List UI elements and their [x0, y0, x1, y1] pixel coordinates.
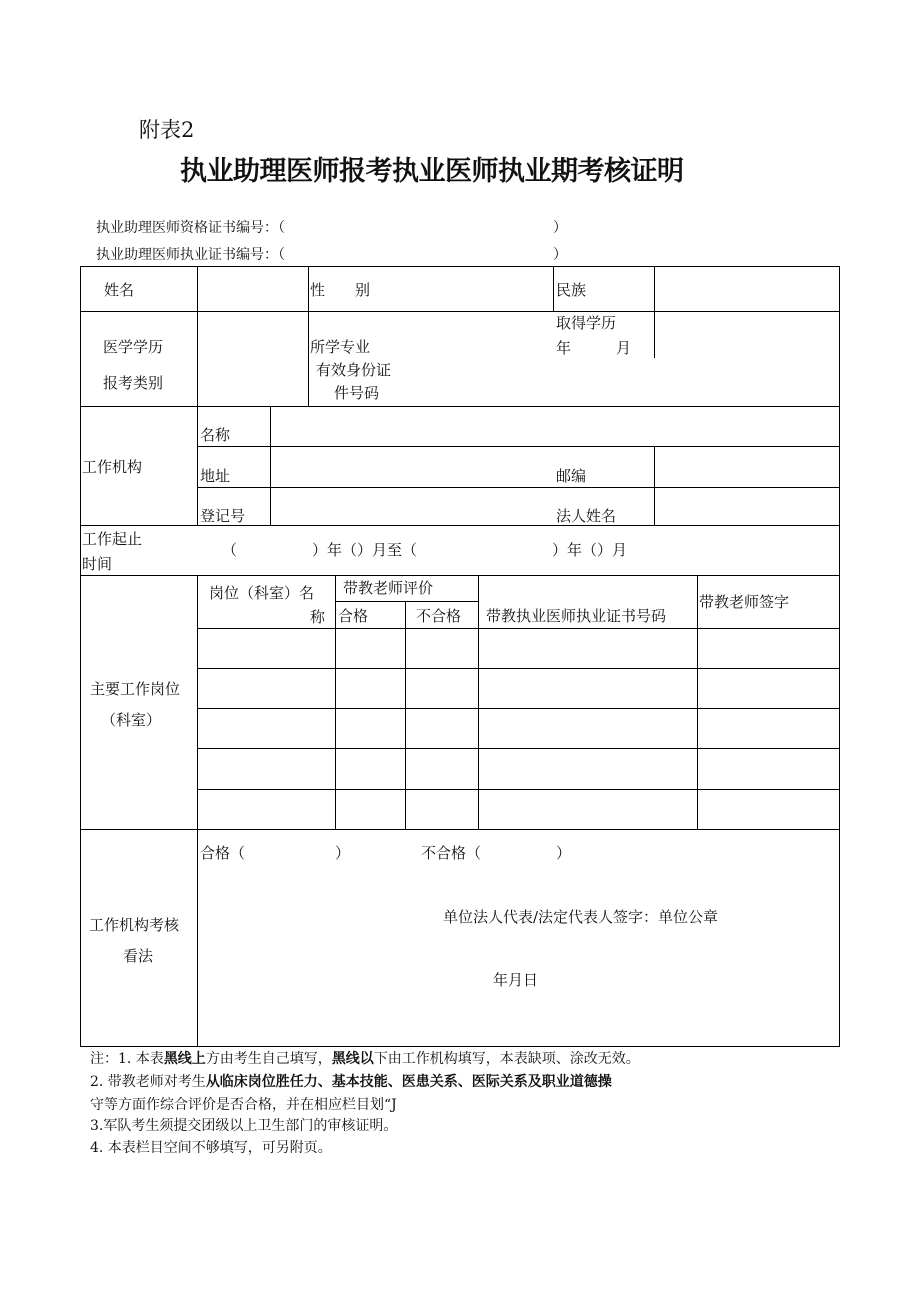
- postcode-field[interactable]: [660, 450, 835, 483]
- table-row[interactable]: [198, 629, 335, 668]
- table-row[interactable]: [198, 709, 335, 748]
- id-number-label-cont: 件号码: [334, 384, 380, 402]
- appendix-label: 附表2: [139, 118, 195, 142]
- degree-obtained-label: 取得学历: [556, 314, 617, 332]
- assessment-fail-option[interactable]: 不合格（ ）: [421, 844, 572, 862]
- legal-person-field[interactable]: [660, 491, 835, 521]
- ethnicity-label: 民族: [556, 281, 587, 299]
- work-period-label-cont: 时间: [82, 555, 113, 573]
- note-3: 3.军队考生须提交团级以上卫生部门的审核证明。: [90, 1118, 398, 1134]
- registration-number-label: 登记号: [200, 507, 246, 525]
- qualification-cert-label: 执业助理医师资格证书编号：（: [96, 220, 285, 236]
- year-month-label: 年 月: [556, 339, 632, 357]
- gender-field[interactable]: [320, 270, 548, 308]
- qualification-cert-close: ）: [553, 220, 567, 236]
- teacher-eval-header: 带教老师评价: [343, 579, 434, 597]
- main-posts-label-cont: （科室）: [101, 711, 162, 729]
- teacher-signature-header: 带教老师签字: [699, 593, 790, 611]
- institution-address-field[interactable]: [276, 450, 551, 483]
- education-field[interactable]: [205, 316, 305, 402]
- page-title: 执业助理医师报考执业医师执业期考核证明: [180, 156, 684, 187]
- legal-representative-signature: 单位法人代表/法定代表人签字：单位公章: [443, 908, 719, 926]
- work-period-field[interactable]: （ ）年（）月至（ ）年（）月: [222, 541, 628, 559]
- name-label: 姓名: [104, 281, 135, 299]
- education-label: 医学学历: [103, 338, 164, 356]
- institution-address-label: 地址: [200, 467, 231, 485]
- major-label: 所学专业: [310, 338, 371, 356]
- ethnicity-field[interactable]: [660, 270, 835, 308]
- table-row[interactable]: [198, 749, 335, 789]
- work-period-label: 工作起止: [82, 530, 143, 548]
- postcode-label: 邮编: [556, 467, 587, 485]
- teacher-cert-no-header: 带教执业医师执业证书号码: [486, 607, 667, 625]
- degree-date-field[interactable]: [660, 316, 835, 402]
- post-name-header: 岗位（科室）名: [209, 584, 315, 602]
- note-1: 注：1. 本表黑线上方由考生自己填写，黑线以下由工作机构填写，本表缺项、涂改无效。: [90, 1051, 640, 1067]
- institution-label: 工作机构: [82, 458, 143, 476]
- note-2: 2. 带教老师对考生从临床岗位胜任力、基本技能、医患关系、医际关系及职业道德操: [90, 1074, 612, 1090]
- id-number-label: 有效身份证: [316, 361, 392, 379]
- exam-category-label: 报考类别: [103, 374, 164, 392]
- fail-header: 不合格: [416, 607, 462, 625]
- note-2-cont: 守等方面作综合评价是否合格，并在相应栏目划“J: [90, 1097, 397, 1113]
- note-4: 4. 本表栏目空间不够填写，可另附页。: [90, 1140, 332, 1156]
- assessment-date: 年月日: [493, 971, 539, 989]
- name-field[interactable]: [205, 270, 305, 308]
- institution-name-label: 名称: [200, 426, 231, 444]
- registration-number-field[interactable]: [276, 491, 551, 521]
- assessment-label: 工作机构考核: [89, 916, 180, 934]
- main-posts-label: 主要工作岗位: [90, 680, 181, 698]
- assessment-pass-option[interactable]: 合格（ ）: [200, 844, 351, 862]
- practice-cert-label: 执业助理医师执业证书编号：（: [96, 247, 285, 263]
- legal-person-label: 法人姓名: [556, 507, 617, 525]
- practice-cert-close: ）: [553, 247, 567, 263]
- post-name-header-cont: 称: [310, 608, 326, 626]
- table-row[interactable]: [198, 790, 335, 829]
- assessment-label-cont: 看法: [123, 947, 154, 965]
- gender-label: 性 别: [310, 281, 371, 299]
- table-row[interactable]: [198, 669, 335, 708]
- institution-name-field[interactable]: [276, 410, 834, 442]
- pass-header: 合格: [338, 607, 369, 625]
